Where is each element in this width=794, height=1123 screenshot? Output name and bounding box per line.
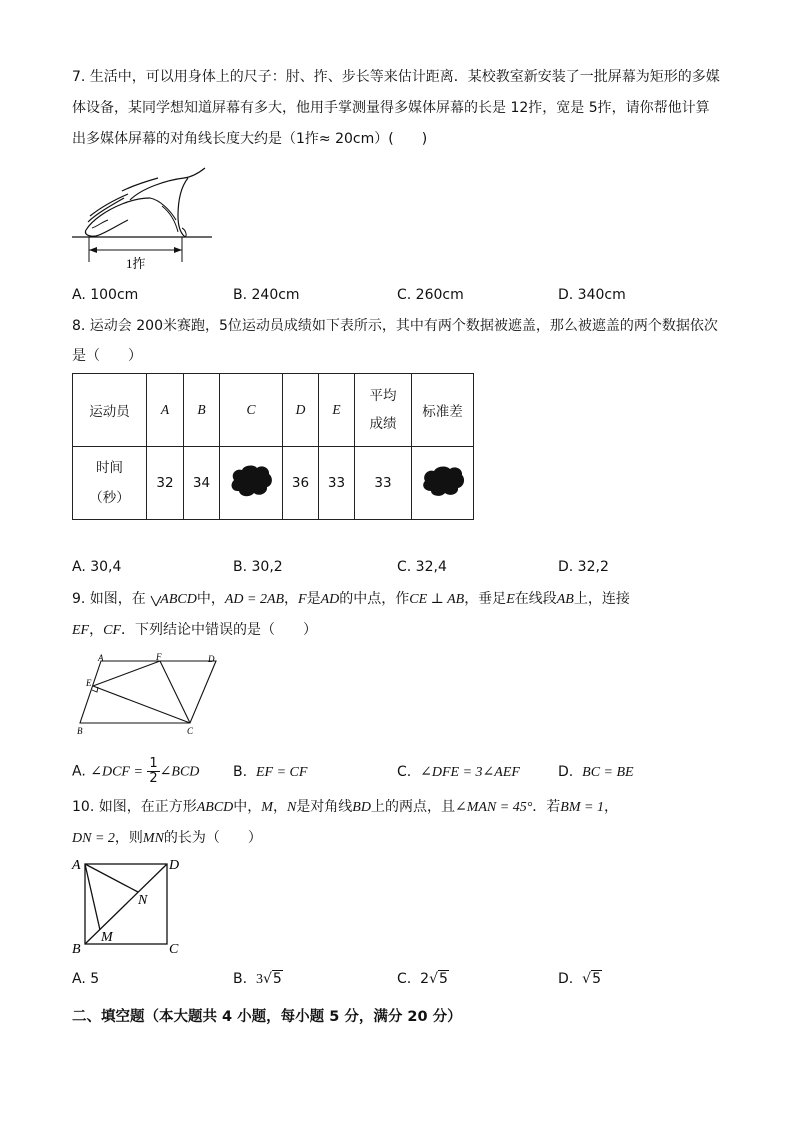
q9-label-a: A [98, 653, 104, 663]
header-average-line-2: 成绩 [369, 416, 397, 432]
table-header-row [73, 374, 474, 447]
q8-option-c: C. 32,4 [397, 559, 447, 575]
q7-text-line-3: 出多媒体屏幕的对角线长度大约是（1拃≈ 20cm）( ) [72, 131, 428, 147]
section-2-heading: 二、填空题（本大题共 4 小题，每小题 5 分，满分 20 分） [72, 1009, 462, 1025]
q10-option-a: A. 5 [72, 971, 100, 987]
value-c-covered [220, 447, 283, 520]
row-label-time-line-1: 时间 [96, 460, 123, 476]
q9-text-line-1: 9. 如图，在 ABCD中，AD = 2AB，F是AD的中点，作CE ⊥ AB，垂足E在线段AB上，连接 [72, 591, 630, 607]
header-e: E [319, 374, 355, 447]
q10-label-c: C [169, 942, 179, 957]
q7-figure-label: 1拃 [126, 256, 146, 271]
table-data-row [73, 447, 474, 520]
q8-results-table [72, 373, 474, 520]
q9-option-b: B. EF = CF [233, 764, 308, 780]
q7-text-line-2: 体设备，某同学想知道屏幕有多大，他用手掌测量得多媒体屏幕的长是 12拃，宽是 5拃，请你帮他计算 [72, 100, 710, 116]
q10-option-c: C. 2√5 [397, 971, 448, 987]
value-std-covered [412, 447, 474, 520]
q9-label-b: B [77, 726, 83, 736]
header-c: C [220, 374, 283, 447]
header-average-line-1: 平均 [369, 388, 397, 404]
q7-option-d: D. 340cm [558, 287, 626, 303]
parallelogram-symbol [150, 593, 160, 603]
q7-hand-measure-figure [72, 158, 222, 273]
header-athlete: 运动员 [73, 374, 147, 447]
q10-text-line-2: DN = 2，则MN的长为（ ） [72, 830, 262, 846]
q10-label-m: M [101, 930, 113, 945]
fraction-one-half: $\frac{1}{2}$ [149, 756, 158, 786]
header-std-dev: 标准差 [412, 374, 474, 447]
q7-option-c: C. 260cm [397, 287, 464, 303]
header-b: B [184, 374, 220, 447]
sqrt-symbol: √ [582, 971, 592, 987]
q9-label-c: C [187, 726, 194, 736]
q8-option-d: D. 32,2 [558, 559, 609, 575]
q9-label-e: E [86, 678, 92, 688]
row-label-time-line-2: （秒） [89, 490, 130, 506]
ink-blot-covered-std [420, 464, 466, 498]
q10-option-b: B. 3√5 [233, 971, 282, 987]
sqrt-symbol: √ [429, 971, 438, 987]
q9-text-line-2: EF，CF．下列结论中错误的是（ ） [72, 622, 317, 638]
ink-blot-covered-c [228, 464, 274, 498]
value-a: 32 [147, 447, 184, 520]
q9-option-a: A. ∠DCF = $\frac{1}{2}$ ∠BCD [72, 756, 200, 786]
q10-square-figure [70, 852, 190, 957]
value-b: 34 [184, 447, 220, 520]
q9-option-d: D. BC = BE [558, 764, 634, 780]
header-average [355, 374, 412, 447]
q10-label-a: A [72, 858, 81, 873]
q9-parallelogram-figure [72, 652, 232, 738]
q9-option-c: C. ∠DFE = 3∠AEF [397, 764, 520, 780]
q8-option-b: B. 30,2 [233, 559, 283, 575]
q10-option-d: D. √5 [558, 971, 601, 987]
q8-text-line-1: 8. 运动会 200米赛跑，5位运动员成绩如下表所示，其中有两个数据被遮盖，那么被遮盖的两个数据依次 [72, 318, 718, 334]
q10-label-d: D [169, 858, 180, 873]
row-label-time [73, 447, 147, 520]
header-d: D [283, 374, 319, 447]
header-a: A [147, 374, 184, 447]
q7-option-a: A. 100cm [72, 287, 139, 303]
q10-label-n: N [138, 893, 148, 908]
q10-text-line-1: 10. 如图，在正方形ABCD中，M，N是对角线BD上的两点，且∠MAN = 45°．若BM = 1， [72, 799, 618, 815]
q8-option-a: A. 30,4 [72, 559, 122, 575]
q9-label-d: D [208, 654, 215, 664]
q8-text-line-2: 是（ ） [72, 348, 142, 364]
q7-text-line-1: 7. 生活中，可以用身体上的尺子：肘、拃、步长等来估计距离．某校教室新安装了一批屏幕为矩形的多媒 [72, 69, 720, 85]
q10-label-b: B [72, 942, 81, 957]
value-average: 33 [355, 447, 412, 520]
value-d: 36 [283, 447, 319, 520]
q7-option-b: B. 240cm [233, 287, 300, 303]
q9-label-f: F [156, 652, 162, 662]
value-e: 33 [319, 447, 355, 520]
sqrt-symbol: √ [262, 971, 272, 987]
